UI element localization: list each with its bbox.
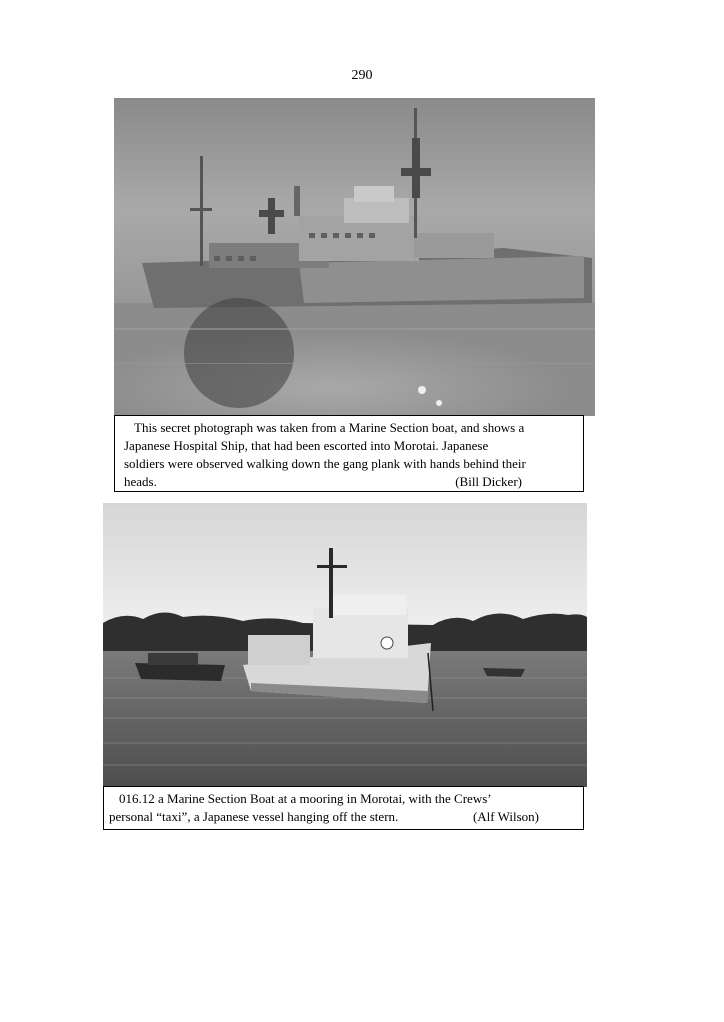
caption-line: heads. <box>124 474 157 489</box>
page-number: 290 <box>351 68 373 83</box>
caption-line: Japanese Hospital Ship, that had been escorted into Morotai. Japanese <box>124 438 489 453</box>
hospital-ship-photo <box>114 98 595 416</box>
photo-credit: (Bill Dicker) <box>455 474 522 489</box>
hospital-ship-caption <box>114 415 584 492</box>
photo-credit: (Alf Wilson) <box>472 809 539 824</box>
caption-line: personal “taxi”, a Japanese vessel hanging off the stern. <box>109 809 399 824</box>
caption-line: This secret photograph was taken from a Marine Section boat, and shows a <box>134 420 525 435</box>
marine-section-boat-photo <box>103 503 587 787</box>
marine-section-boat-caption <box>103 786 584 830</box>
caption-line: 016.12 a Marine Section Boat at a mooring in Morotai, with the Crews’ <box>119 791 492 806</box>
caption-line: soldiers were observed walking down the gang plank with hands behind their <box>124 456 526 471</box>
